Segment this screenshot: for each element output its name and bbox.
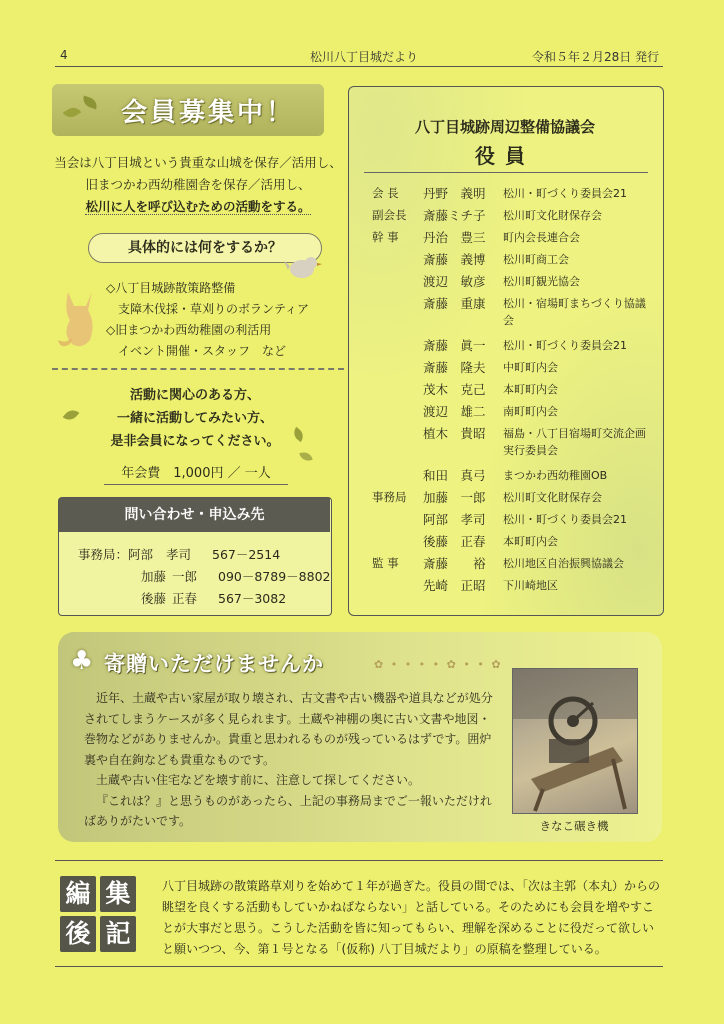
contact-list — [78, 544, 330, 610]
photo-caption: きなこ碾き機 — [539, 819, 609, 833]
officer-organization: 松川・町づくり委員会21 — [503, 513, 627, 526]
officer-name: 丹野 義明 — [423, 186, 486, 201]
officer-role: 幹 事 — [372, 230, 399, 244]
recruitment-title: 会員募集中！ — [120, 98, 295, 128]
officer-role: 事務局 — [372, 490, 407, 504]
contact-phone: 567－2514 — [212, 547, 281, 562]
list-item: ◇八丁目城跡散策路整備 — [106, 281, 236, 295]
officers-divider — [364, 172, 648, 173]
donation-paragraph: 土蔵や古い住宅などを壊す前に、注意して探してください。 — [96, 773, 421, 787]
contact-name: 正春 — [172, 591, 198, 606]
clover-icon: ♣ — [70, 646, 94, 676]
contact-phone: 567－3082 — [218, 591, 287, 606]
officer-organization: 下川崎地区 — [503, 579, 558, 592]
officer-organization: 松川・宿場町まちづくり協議会 — [503, 297, 646, 327]
header-divider — [55, 66, 663, 67]
officer-organization: 福島・八丁目宿場町交流企画実行委員会 — [503, 427, 646, 457]
officer-role: 監 事 — [372, 556, 399, 570]
editors-note-kanji: 編 — [60, 876, 96, 912]
intro-emphasis: 松川に人を呼び込むための活動をする。 — [85, 199, 311, 214]
editors-note-bottom-rule — [55, 966, 663, 967]
list-item: イベント開催・スタッフ など — [106, 344, 287, 358]
contact-name: 一郎 — [172, 569, 198, 584]
call-line: 是非会員になってください。 — [110, 434, 280, 449]
newsletter-title: 松川八丁目城だより — [310, 50, 419, 64]
officer-organization: 松川地区自治振興協議会 — [503, 557, 624, 570]
officers-heading: 役員 — [475, 144, 535, 168]
officer-name: 斎藤 義博 — [423, 252, 486, 267]
annual-fee: 年会費 1,000円 ／ 一人 — [104, 462, 288, 485]
officer-organization: 松川町観光協会 — [503, 275, 580, 288]
membership-call — [60, 384, 330, 453]
page-number: 4 — [60, 48, 68, 62]
editors-note-kanji: 集 — [100, 876, 136, 912]
activities-question: 具体的には何をするか？ — [88, 233, 322, 263]
contact-label: 加藤 — [140, 569, 166, 584]
recruitment-intro — [52, 152, 344, 218]
officer-organization: 中町町内会 — [503, 361, 558, 374]
officer-name: 先崎 正昭 — [423, 578, 486, 593]
officer-organization: 松川町文化財保存会 — [503, 491, 602, 504]
officer-name: 和田 真弓 — [423, 468, 486, 483]
officer-organization: まつかわ西幼稚園OB — [503, 469, 608, 482]
donation-paragraph: 近年、土蔵や古い家屋が取り壊され、古文書や古い機器や道具などが処分されてしまうケースが多く見られます。土蔵や神棚の奥に古い文書や地図・巻物などがありませんか。貴重と思われるものが残っているはずです。囲炉裏や自在鉤なども貴重なものです。 — [84, 691, 493, 767]
dashed-divider — [52, 368, 344, 370]
editors-note-kanji: 後 — [60, 916, 96, 952]
officer-organization: 本町町内会 — [503, 383, 558, 396]
officer-name: 斎藤 隆夫 — [423, 360, 486, 375]
editors-note-kanji: 記 — [100, 916, 136, 952]
contact-title: 問い合わせ・申込み先 — [59, 498, 330, 532]
officer-organization: 町内会長連合会 — [503, 231, 580, 244]
contact-label: 後藤 — [140, 591, 166, 606]
decorative-dots-icon: ✿ • • • • ✿ • • ✿ — [374, 658, 503, 671]
officer-name: 植木 貴昭 — [423, 426, 486, 441]
contact-row — [78, 544, 330, 566]
officer-organization: 松川・町づくり委員会21 — [503, 339, 627, 352]
officer-organization: 松川町文化財保存会 — [503, 209, 602, 222]
contact-row — [78, 588, 330, 610]
fox-illustration-icon — [56, 284, 106, 354]
mill-illustration-icon — [513, 669, 637, 813]
officer-name: 斎藤 重康 — [423, 296, 486, 311]
intro-line: 旧まつかわ西幼稚園舎を保存／活用し、 — [85, 177, 311, 192]
officer-role: 副会長 — [372, 208, 407, 222]
officer-name: 後藤 正春 — [423, 534, 486, 549]
contact-row — [78, 566, 330, 588]
officer-name: 丹治 豊三 — [423, 230, 486, 245]
officer-name: 加藤 一郎 — [423, 490, 486, 505]
officer-name: 斎藤 眞一 — [423, 338, 486, 353]
contact-phone: 090－8789－8802 — [218, 569, 331, 584]
officer-name: 渡辺 雄二 — [423, 404, 486, 419]
officer-name: 阿部 孝司 — [423, 512, 486, 527]
activities-list — [106, 278, 309, 362]
intro-line: 当会は八丁目城という貴重な山城を保存／活用し、 — [54, 155, 342, 170]
officer-name: 茂木 克己 — [423, 382, 486, 397]
contact-name: 孝司 — [166, 547, 192, 562]
editors-note-top-rule — [55, 860, 663, 861]
kinako-mill-photo — [512, 668, 638, 814]
donation-title: 寄贈いただけませんか — [104, 652, 324, 676]
officer-organization: 本町町内会 — [503, 535, 558, 548]
officer-organization: 松川・町づくり委員会21 — [503, 187, 627, 200]
list-item: 支障木伐採・草刈りのボランティア — [106, 302, 310, 316]
council-name: 八丁目城跡周辺整備協議会 — [414, 118, 595, 136]
donation-paragraph: 『これは？』と思うものがあったら、上記の事務局までご一報いただければありがたいです。 — [84, 793, 492, 828]
call-line: 活動に関心のある方、 — [129, 388, 260, 403]
officer-organization: 松川町商工会 — [503, 253, 569, 266]
contact-label: 事務局：阿部 — [78, 547, 154, 562]
editors-note-text: 八丁目城跡の散策路草刈りを始めて１年が過ぎた。役員の間では、「次は主郭（本丸）からの眺望を良くする活動もしていかねばならない」と話している。そのためにも会員を増やすことが大事だと思う。こうした活動を皆に知ってもらい、理解を深めることに役だって欲しいと願いつつ、今、第１号となる「(仮称) 八丁目城だより」の原稿を整理している。 — [162, 879, 661, 956]
officer-name: 渡辺 敏彦 — [423, 274, 486, 289]
donation-body — [84, 688, 496, 832]
officer-role: 会 長 — [372, 186, 399, 200]
issue-date: 令和５年２月28日 発行 — [532, 50, 660, 64]
call-line: 一緒に活動してみたい方、 — [116, 411, 273, 426]
officer-organization: 南町町内会 — [503, 405, 558, 418]
officer-name: 斎藤ミチ子 — [423, 208, 486, 223]
list-item: ◇旧まつかわ西幼稚園の利活用 — [106, 323, 272, 337]
officer-name: 斎藤 裕 — [423, 556, 486, 571]
